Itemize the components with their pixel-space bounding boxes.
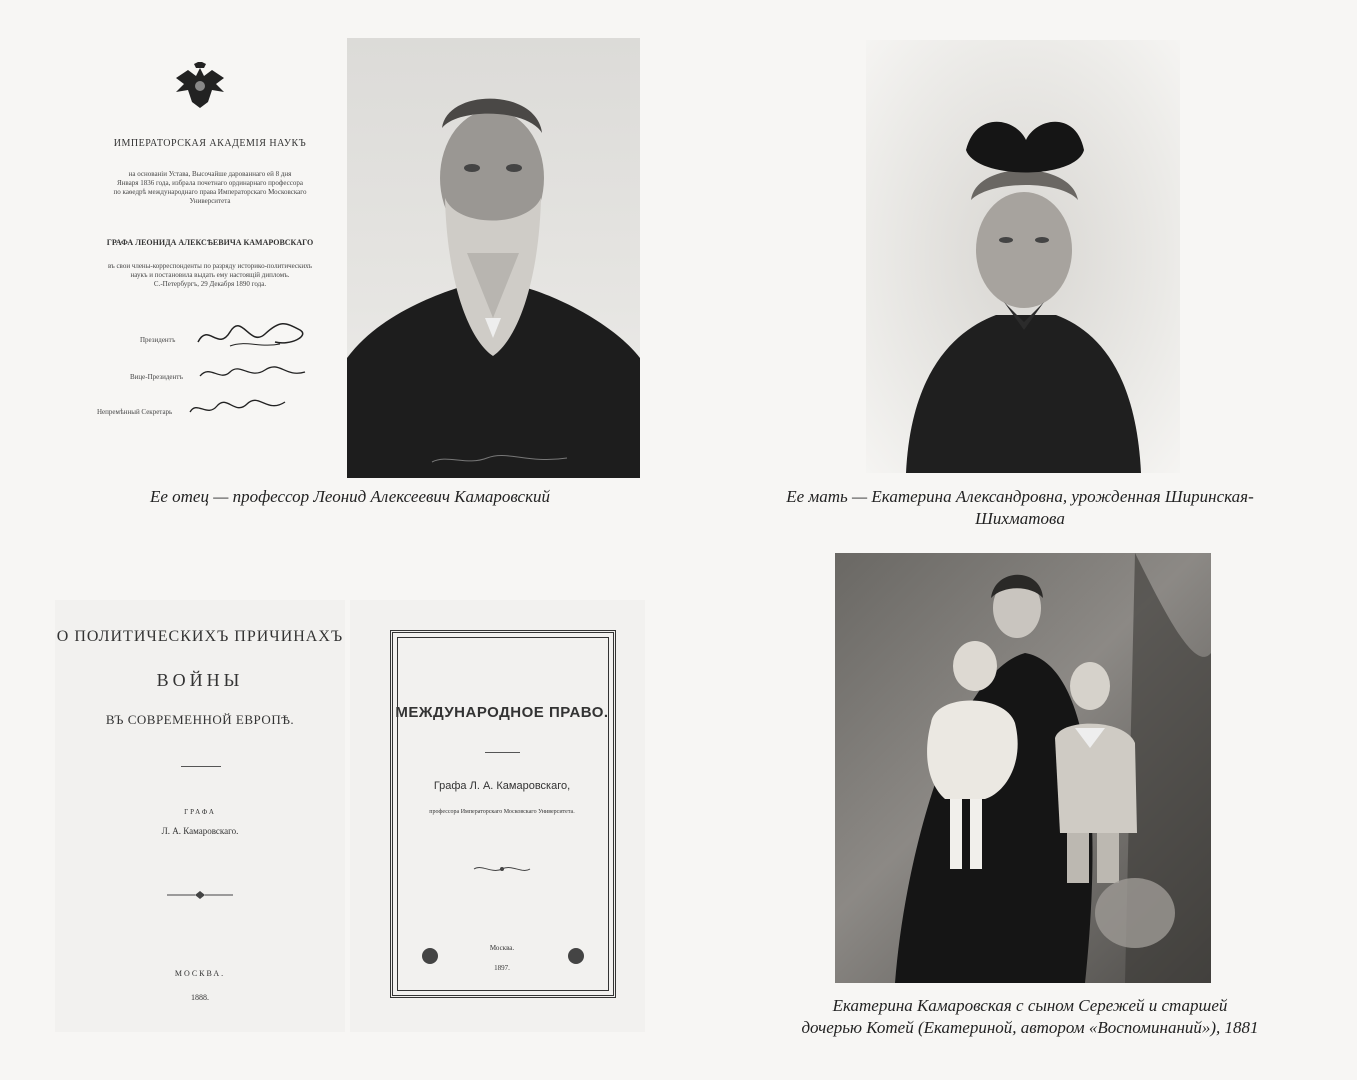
book1-title-line2: ВОЙНЫ <box>156 670 244 690</box>
book2-city: Москва. <box>489 944 515 952</box>
book1-title-line3: ВЪ СОВРЕМЕННОЙ ЕВРОПѢ. <box>105 712 295 727</box>
certificate-body-line: наукъ и постановила выдать ему настоящій дипломъ. <box>130 271 290 279</box>
certificate-body-line: въ свои члены-корреспонденты по разряду историко-политическихъ <box>107 262 313 270</box>
mother-caption-line2: Шихматова <box>975 509 1065 528</box>
mother-caption-line1: Ее мать — Екатерина Александровна, урожденная Ширинская- <box>786 487 1254 506</box>
certificate-body-line: по каѳедрѣ международнаго права Императорскаго Московскаго <box>113 188 307 196</box>
book2-title-page <box>350 600 645 1032</box>
signature-president <box>190 312 320 362</box>
book1-title-page <box>55 600 345 1032</box>
vice-president-label: Вице-Президентъ <box>130 373 183 381</box>
signature-secretary <box>185 392 295 422</box>
divider <box>181 766 221 767</box>
certificate-body-2 <box>75 262 345 289</box>
book2-author: Графа Л. А. Камаровскаго, <box>433 780 571 792</box>
book2-subtitle: профессора Императорскаго Московскаго Университета. <box>429 809 575 815</box>
book1-year: 1888. <box>191 993 209 1002</box>
father-portrait <box>347 38 640 478</box>
secretary-label: Непремѣнный Секретарь <box>97 408 173 416</box>
book2-title: МЕЖДУНАРОДНОЕ ПРАВО. <box>395 704 609 721</box>
ornament-icon <box>165 890 235 900</box>
signature-vice-president <box>195 358 315 388</box>
president-label: Президентъ <box>140 336 176 344</box>
certificate-date: С.-Петербургъ, 29 Декабря 1890 года. <box>153 280 267 288</box>
mother-portrait <box>866 40 1180 473</box>
father-caption: Ее отец — профессор Леонид Алексеевич Камаровский <box>149 487 551 506</box>
family-figures <box>835 553 1211 983</box>
mother-figure <box>866 40 1180 473</box>
book2-year: 1897. <box>494 964 510 972</box>
certificate <box>55 40 355 480</box>
divider <box>485 752 520 753</box>
book1-author: Л. А. Камаровскаго. <box>161 826 239 836</box>
double-eagle-icon <box>170 62 230 114</box>
family-caption <box>750 995 1310 1039</box>
certificate-body <box>75 170 345 206</box>
book1-author-label: ГРАФА <box>184 808 216 816</box>
portrait-signature <box>427 450 577 470</box>
family-caption-line2: дочерью Котей (Екатериной, автором «Воспоминаний»), 1881 <box>801 1018 1259 1037</box>
ornament-icon <box>472 862 532 876</box>
family-photo <box>835 553 1211 983</box>
father-figure <box>347 38 640 478</box>
family-caption-line1: Екатерина Камаровская с сыном Сережей и старшей <box>832 996 1228 1015</box>
mother-caption <box>740 486 1300 530</box>
certificate-heading: ИМПЕРАТОРСКАЯ АКАДЕМІЯ НАУКЪ <box>113 138 307 149</box>
certificate-body-line: Января 1836 года, избрала почетнаго ординарнаго профессора <box>116 179 303 187</box>
book1-title-line1: О ПОЛИТИЧЕСКИХЪ ПРИЧИНАХЪ <box>56 628 344 645</box>
certificate-name: ГРАФА ЛЕОНИДА АЛЕКСѢЕВИЧА КАМАРОВСКАГО <box>106 238 314 247</box>
certificate-body-line: Университета <box>189 197 231 205</box>
certificate-body-line: на основаніи Устава, Высочайше дарованнаго ей 8 дня <box>128 170 292 178</box>
book1-city: МОСКВА. <box>174 969 226 978</box>
